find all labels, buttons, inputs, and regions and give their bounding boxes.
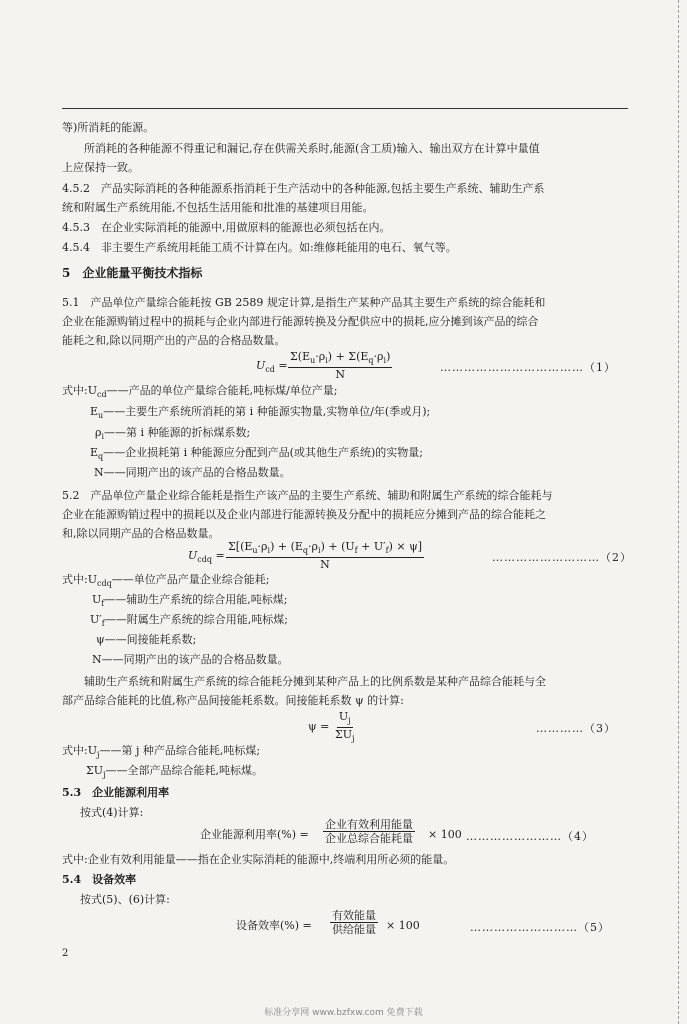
where-clause: 式中$:U_j——$第 j 种产品综合能耗,吨标煤;: [62, 744, 261, 760]
binding-edge-line: [678, 0, 679, 1024]
equation-5-denominator: 供给能量: [332, 923, 376, 936]
where-clause: N——同期产出的该产品的合格品数量。: [92, 653, 289, 666]
text-line: 辅助生产系统和附属生产系统的综合能耗分摊到某种产品上的比例系数是某种产品综合能耗与全: [84, 675, 546, 688]
equation-4-lhs: 企业能源利用率(%) =: [200, 828, 309, 841]
equation-2-denominator: N: [320, 558, 330, 572]
equation-5-multiplier: × 100: [386, 919, 420, 932]
text-line: 能耗之和,除以同期产出的产品的合格品数量。: [62, 334, 286, 347]
equation-2-number: ………………………（2）: [492, 551, 632, 564]
text-line: 和,除以同期产品的合格品数量。: [62, 527, 220, 540]
text-line: 按式(4)计算:: [80, 806, 144, 819]
equation-2-lhs: $U_{cdq}$ =: [188, 549, 225, 565]
equation-3-fraction: [333, 710, 357, 745]
text-line: 5.1 产品单位产量综合能耗按 GB 2589 规定计算,是指生产某种产品其主要生产系统的综合能耗和: [62, 296, 546, 309]
equation-4-numerator: 企业有效利用能量: [325, 818, 413, 831]
equation-3-numerator: $U_j$: [337, 710, 353, 728]
text-line: 按式(5)、(6)计算:: [80, 893, 170, 906]
text-line: 所消耗的各种能源不得重记和漏记,存在供需关系时,能源(含工质)输入、输出双方在计算中量值: [84, 142, 540, 155]
where-clause: $U_f——$辅助生产系统的综合用能,吨标煤;: [92, 593, 288, 609]
where-clause: 式中$:U_{cd}——$产品的单位产量综合能耗,吨标煤/单位产量;: [62, 384, 338, 400]
equation-1-fraction: [288, 350, 392, 381]
equation-1-denominator: N: [335, 368, 345, 382]
equation-4-fraction: [323, 818, 415, 845]
equation-5-numerator: 有效能量: [332, 909, 376, 922]
equation-5-lhs: 设备效率(%) =: [236, 919, 312, 932]
text-line: 企业在能源购销过程中的损耗以及企业内部进行能源转换及分配中的损耗应分摊到产品的综合能耗之: [62, 508, 546, 521]
equation-5-number: ………………………（5）: [470, 921, 610, 934]
equation-3-number: …………（3）: [536, 722, 616, 735]
equation-4-denominator: 企业总综合能耗量: [325, 832, 413, 845]
text-line: 上应保持一致。: [62, 161, 139, 174]
equation-4-multiplier: × 100: [428, 828, 462, 841]
equation-1-numerator: $\Sigma(E_u\cdot\rho_i) + \Sigma(E_q\cdot\rho_i)$: [288, 350, 392, 368]
header-rule: [62, 108, 628, 109]
equation-1-lhs: $U_{cd}$ =: [256, 359, 288, 375]
equation-4-number: ……………………（4）: [466, 830, 594, 843]
equation-3-denominator: $\Sigma U_j$: [335, 728, 355, 744]
text-line: 4.5.4 非主要生产系统用耗能工质不计算在内。如:维修耗能用的电石、氧气等。: [62, 241, 457, 254]
where-clause: 式中:企业有效利用能量——指在企业实际消耗的能源中,终端利用所必须的能量。: [62, 853, 455, 866]
where-clause: ψ——间接能耗系数;: [96, 633, 197, 646]
text-line: 统和附属生产系统用能,不包括生活用能和批准的基建项目用能。: [62, 201, 374, 214]
equation-5-fraction: [330, 909, 378, 936]
section-heading: 5.4 设备效率: [62, 873, 137, 886]
where-clause: $E_q——$企业损耗第 i 种能源应分配到产品(或其他生产系统)的实物量;: [90, 446, 423, 462]
section-heading: 5.3 企业能源利用率: [62, 786, 170, 799]
page-number: 2: [62, 948, 69, 959]
text-line: 等)所消耗的能源。: [62, 121, 155, 134]
equation-3-lhs: ψ =: [308, 720, 330, 733]
where-clause: $\Sigma U_j——$全部产品综合能耗,吨标煤。: [86, 764, 264, 780]
text-line: 4.5.2 产品实际消耗的各种能源系指消耗于生产活动中的各种能源,包括主要生产系统、辅助生产系: [62, 182, 545, 195]
where-clause: N——同期产出的该产品的合格品数量。: [94, 466, 291, 479]
text-line: 4.5.3 在企业实际消耗的能源中,用做原料的能源也必须包括在内。: [62, 221, 391, 234]
text-line: 部产品综合能耗的比值,称产品间接能耗系数。间接能耗系数 ψ 的计算:: [62, 694, 404, 707]
where-clause: $E_u——$主要生产系统所消耗的第 i 种能源实物量,实物单位/年(季或月);: [90, 405, 431, 421]
equation-2-fraction: [226, 540, 424, 571]
where-clause: 式中$:U_{cdq}——$单位产品产量企业综合能耗;: [62, 573, 270, 589]
equation-1-number: ………………………………（1）: [440, 361, 616, 374]
section-heading: 5 企业能量平衡技术指标: [62, 266, 203, 280]
text-line: 企业在能源购销过程中的损耗与企业内部进行能源转换及分配供应中的损耗,应分摊到该产品的综合: [62, 315, 539, 328]
where-clause: $U'_f——$附属生产系统的综合用能,吨标煤;: [90, 613, 288, 629]
watermark-footer: 标准分享网 www.bzfxw.com 免费下载: [264, 1008, 423, 1018]
text-line: 5.2 产品单位产量企业综合能耗是指生产该产品的主要生产系统、辅助和附属生产系统的综合能耗与: [62, 489, 553, 502]
where-clause: $\rho_i——$第 i 种能源的折标煤系数;: [95, 426, 251, 442]
equation-2-numerator: $\Sigma[(E_u\cdot\rho_i) + (E_q\cdot\rho_i) + (U_f + U'_f) \times \psi]$: [226, 540, 424, 558]
